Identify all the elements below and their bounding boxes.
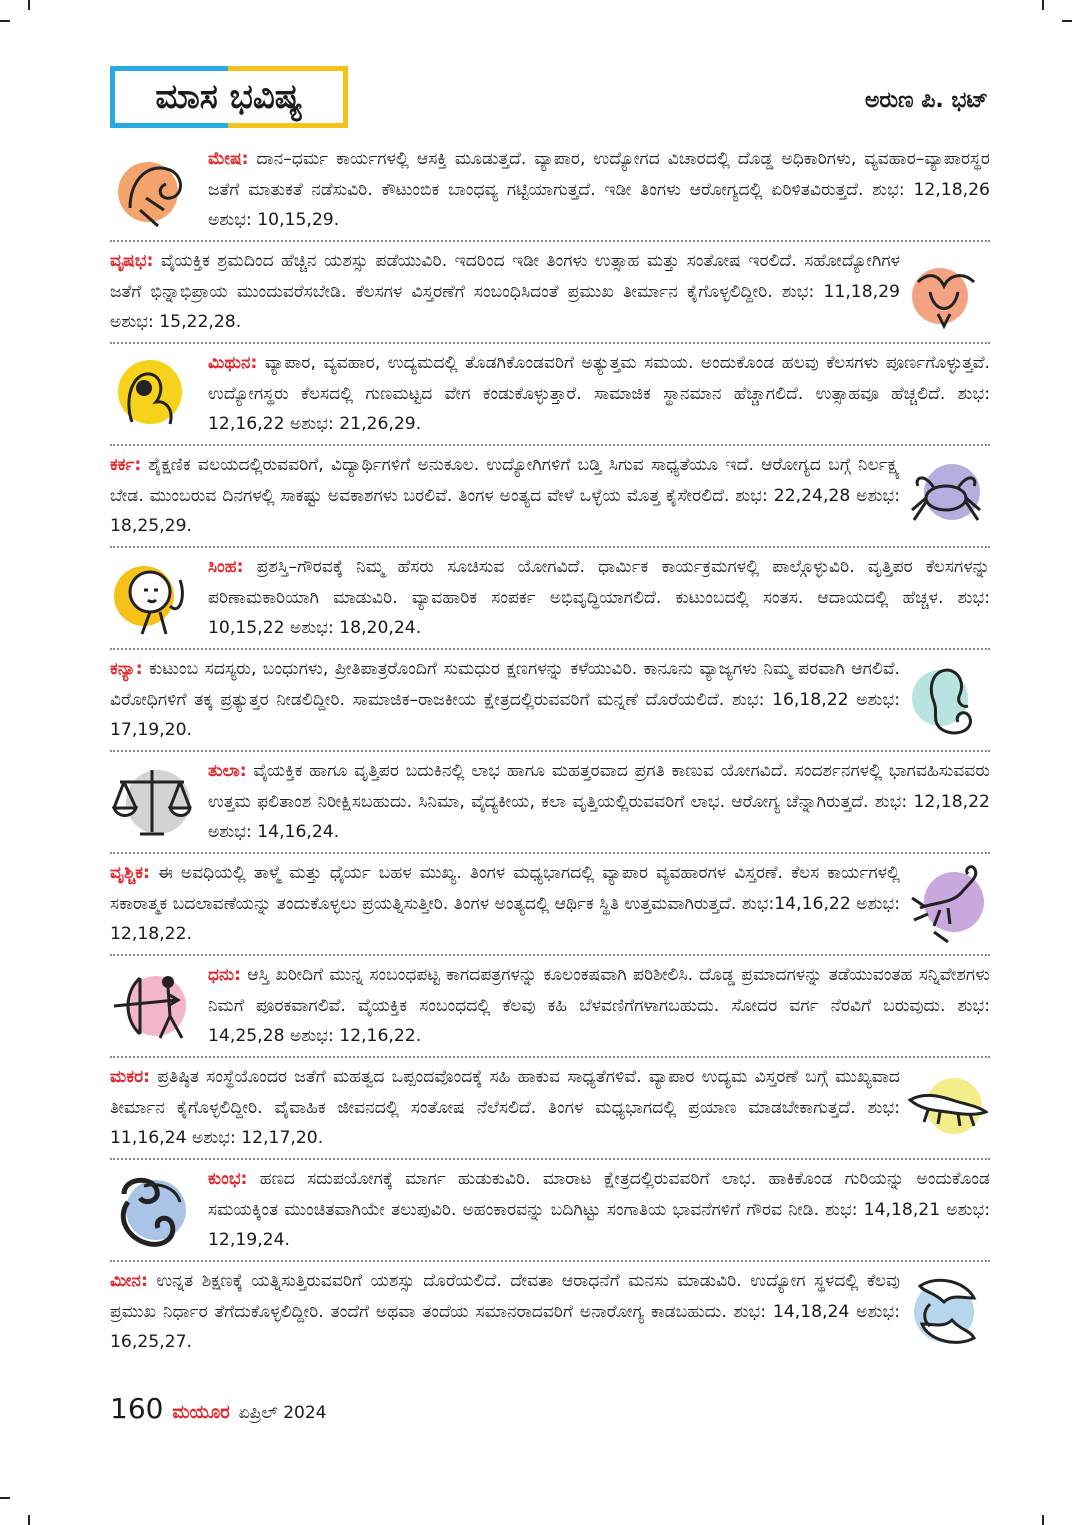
divider [110,1158,990,1160]
divider [110,1056,990,1058]
horoscope-entry-kumbha [208,1164,990,1256]
horoscope-entry-kanya [110,654,900,746]
capricorn-crocodile-icon [904,1066,988,1150]
sign-name: ತುಲಾ: [208,761,247,781]
pisces-fish-icon [904,1268,988,1352]
horoscope-entry-meena [110,1266,900,1358]
sagittarius-archer-icon [110,964,194,1048]
sign-name: ಮೀನ: [110,1271,148,1291]
crop-mark [28,0,30,10]
cancer-crab-icon [904,454,988,538]
crop-mark [0,1497,10,1499]
sign-name: ಮಿಥುನ: [208,353,258,373]
divider [110,1260,990,1262]
prediction-text: ಪ್ರತಿಷ್ಠಿತ ಸಂಸ್ಥೆಯೊಂದರ ಜತೆಗೆ ಮಹತ್ವದ ಒಪ್ಪಂದವೊಂದಕ್ಕೆ ಸಹಿ ಹಾಕುವ ಸಾಧ್ಯತೆಗಳಿವೆ. ವ್ಯಾಪಾರ ಉದ್ಯಮ ವಿಸ್ತರಣೆ ಬಗ್ಗೆ ಮುಖ್ಯವಾದ ತೀರ್ಮಾನ ಕೈಗೊಳ್ಳಲಿದ್ದೀರಿ. ವೈವಾಹಿಕ ಜೀವನದಲ್ಲಿ ಸಂತೋಷ ನೆಲೆಸಲಿದೆ. ತಿಂಗಳ ಮಧ್ಯಭಾಗದಲ್ಲಿ ಪ್ರಯಾಣ ಮಾಡಬೇಕಾಗುತ್ತದೆ. ಶುಭ: 11,16,24 ಅಶುಭ: 12,17,20. [110,1067,901,1148]
sign-name: ಕುಂಭ: [208,1169,248,1189]
crop-mark [1042,1515,1044,1525]
page-title: ಮಾಸ ಭವಿಷ್ಯ [155,77,303,117]
divider [110,444,990,446]
crop-mark [0,20,10,22]
prediction-text: ಶೈಕ್ಷಣಿಕ ವಲಯದಲ್ಲಿರುವವರಿಗೆ, ವಿದ್ಯಾರ್ಥಿಗಳಿಗೆ ಅನುಕೂಲ. ಉದ್ಯೋಗಿಗಳಿಗೆ ಬಡ್ತಿ ಸಿಗುವ ಸಾಧ್ಯತೆಯೂ ಇದೆ. ಆರೋಗ್ಯದ ಬಗ್ಗೆ ನಿರ್ಲಕ್ಷ್ಯ ಬೇಡ. ಮುಂಬರುವ ದಿನಗಳಲ್ಲಿ ಸಾಕಷ್ಟು ಅವಕಾಶಗಳು ಬರಲಿವೆ. ತಿಂಗಳ ಅಂತ್ಯದ ವೇಳೆ ಒಳ್ಳೆಯ ಮೊತ್ತ ಕೈಸೇರಲಿದೆ. ಶುಭ: 22,24,28 ಅಶುಭ: 18,25,29. [110,455,900,536]
sign-name: ಧನು: [208,965,241,985]
horoscope-entry-karka [110,450,900,542]
sign-name: ಸಿಂಹ: [208,557,244,577]
page-footer [110,1392,326,1425]
leo-lion-icon [110,556,194,640]
aries-ram-icon [110,148,194,232]
virgo-maiden-icon [904,658,988,742]
divider [110,648,990,650]
prediction-text: ಈ ಅವಧಿಯಲ್ಲಿ ತಾಳ್ಮೆ ಮತ್ತು ಧೈರ್ಯ ಬಹಳ ಮುಖ್ಯ. ತಿಂಗಳ ಮಧ್ಯಭಾಗದಲ್ಲಿ ವ್ಯಾಪಾರ ವ್ಯವಹಾರಗಳ ವಿಸ್ತರಣೆ. ಕೆಲಸ ಕಾರ್ಯಗಳಲ್ಲಿ ಸಕಾರಾತ್ಮಕ ಬದಲಾವಣೆಯನ್ನು ತಂದುಕೊಳ್ಳಲು ಪ್ರಯತ್ನಿಸುತ್ತೀರಿ. ತಿಂಗಳ ಅಂತ್ಯದಲ್ಲಿ ಆರ್ಥಿಕ ಸ್ಥಿತಿ ಉತ್ತಮವಾಗಿರುತ್ತದೆ. ಶುಭ:14,16,22 ಅಶುಭ: 12,18,22. [110,863,900,944]
horoscope-entry-simha [208,552,990,644]
horoscope-entry-dhanu [208,960,990,1052]
divider [110,852,990,854]
divider [110,750,990,752]
aquarius-pot-icon [110,1168,194,1252]
divider [110,546,990,548]
prediction-text: ವೈಯಕ್ತಿಕ ಹಾಗೂ ವೃತ್ತಿಪರ ಬದುಕಿನಲ್ಲಿ ಲಾಭ ಹಾಗೂ ಮಹತ್ತರವಾದ ಪ್ರಗತಿ ಕಾಣುವ ಯೋಗವಿದೆ. ಸಂದರ್ಶನಗಳಲ್ಲಿ ಭಾಗವಹಿಸುವವರು ಉತ್ತಮ ಫಲಿತಾಂಶ ನಿರೀಕ್ಷಿಸಬಹುದು. ಸಿನಿಮಾ, ವೈದ್ಯಕೀಯ, ಕಲಾ ವೃತ್ತಿಯಲ್ಲಿರುವವರಿಗೆ ಲಾಭ. ಆರೋಗ್ಯ ಚೆನ್ನಾಗಿರುತ್ತದೆ. ಶುಭ: 12,18,22 ಅಶುಭ: 14,16,24. [208,761,991,842]
prediction-text: ಕುಟುಂಬ ಸದಸ್ಯರು, ಬಂಧುಗಳು, ಪ್ರೀತಿಪಾತ್ರರೊಂದಿಗೆ ಸುಮಧುರ ಕ್ಷಣಗಳನ್ನು ಕಳೆಯುವಿರಿ. ಕಾನೂನು ವ್ಯಾಜ್ಯಗಳು ನಿಮ್ಮ ಪರವಾಗಿ ಆಗಲಿವೆ. ವಿರೋಧಿಗಳಿಗೆ ತಕ್ಕ ಪ್ರತ್ಯುತ್ತರ ನೀಡಲಿದ್ದೀರಿ. ಸಾಮಾಜಿಕ–ರಾಜಕೀಯ ಕ್ಷೇತ್ರದಲ್ಲಿರುವವರಿಗೆ ಮನ್ನಣೆ ದೊರೆಯಲಿದೆ. ಶುಭ: 16,18,22 ಅಶುಭ: 17,19,20. [110,659,900,740]
author-name: ಅರುಣ ಪಿ. ಭಟ್ [864,88,988,113]
divider [110,954,990,956]
prediction-text: ಪ್ರಶಸ್ತಿ–ಗೌರವಕ್ಕೆ ನಿಮ್ಮ ಹೆಸರು ಸೂಚಿಸುವ ಯೋಗವಿದೆ. ಧಾರ್ಮಿಕ ಕಾರ್ಯಕ್ರಮಗಳಲ್ಲಿ ಪಾಲ್ಗೊಳ್ಳುವಿರಿ. ವೃತ್ತಿಪರ ಕೆಲಸಗಳನ್ನು ಪರಿಣಾಮಕಾರಿಯಾಗಿ ಮಾಡುವಿರಿ. ವ್ಯಾವಹಾರಿಕ ಸಂಪರ್ಕ ಅಭಿವೃದ್ಧಿಯಾಗಲಿದೆ. ಕುಟುಂಬದಲ್ಲಿ ಸಂತಸ. ಆದಾಯದಲ್ಲಿ ಹೆಚ್ಚಳ. ಶುಭ: 10,15,22 ಅಶುಭ: 18,20,24. [208,557,990,638]
prediction-text: ದಾನ–ಧರ್ಮ ಕಾರ್ಯಗಳಲ್ಲಿ ಆಸಕ್ತಿ ಮೂಡುತ್ತದೆ. ವ್ಯಾಪಾರ, ಉದ್ಯೋಗದ ವಿಚಾರದಲ್ಲಿ ದೊಡ್ಡ ಅಧಿಕಾರಿಗಳು, ವ್ಯವಹಾರ–ವ್ಯಾಪಾರಸ್ಥರ ಜತೆಗೆ ಮಾತುಕತೆ ನಡೆಸುವಿರಿ. ಕೌಟುಂಬಿಕ ಬಾಂಧವ್ಯ ಗಟ್ಟಿಯಾಗುತ್ತದೆ. ಇಡೀ ತಿಂಗಳು ಆರೋಗ್ಯದಲ್ಲಿ ಏರಿಳಿತವಿರುತ್ತದೆ. ಶುಭ: 12,18,26 ಅಶುಭ: 10,15,29. [208,149,991,230]
taurus-bull-icon [904,252,988,336]
horoscope-entry-mesha [208,144,990,236]
scorpio-scorpion-icon [904,862,988,946]
prediction-text: ವ್ಯಾಪಾರ, ವ್ಯವಹಾರ, ಉದ್ಯಮದಲ್ಲಿ ತೊಡಗಿಕೊಂಡವರಿಗೆ ಅತ್ಯುತ್ತಮ ಸಮಯ. ಅಂದುಕೊಂಡ ಹಲವು ಕೆಲಸಗಳು ಪೂರ್ಣಗೊಳ್ಳುತ್ತವೆ. ಉದ್ಯೋಗಸ್ಥರು ಕೆಲಸದಲ್ಲಿ ಗುಣಮಟ್ಟದ ವೇಗ ಕಂಡುಕೊಳ್ಳುತ್ತಾರೆ. ಸಾಮಾಜಿಕ ಸ್ಥಾನಮಾನ ಹೆಚ್ಚಾಗಲಿದೆ. ಉತ್ಸಾಹವೂ ಹೆಚ್ಚಲಿದೆ. ಶುಭ: 12,16,22 ಅಶುಭ: 21,26,29. [208,353,990,434]
sign-name: ಮಕರ: [110,1067,151,1087]
horoscope-entry-mithuna [208,348,990,440]
gemini-twins-icon [110,352,194,436]
sign-name: ಕನ್ಯಾ: [110,659,143,679]
prediction-text: ಹಣದ ಸದುಪಯೋಗಕ್ಕೆ ಮಾರ್ಗ ಹುಡುಕುವಿರಿ. ಮಾರಾಟ ಕ್ಷೇತ್ರದಲ್ಲಿರುವವರಿಗೆ ಲಾಭ. ಹಾಕಿಕೊಂಡ ಗುರಿಯನ್ನು ಅಂದುಕೊಂಡ ಸಮಯಕ್ಕಿಂತ ಮುಂಚಿತವಾಗಿಯೇ ತಲುಪುವಿರಿ. ಅಹಂಕಾರವನ್ನು ಬದಿಗಿಟ್ಟು ಸಂಗಾತಿಯ ಭಾವನೆಗಳಿಗೆ ಗೌರವ ನೀಡಿ. ಶುಭ: 14,18,21 ಅಶುಭ: 12,19,24. [208,1169,990,1250]
prediction-text: ಉನ್ನತ ಶಿಕ್ಷಣಕ್ಕೆ ಯತ್ನಿಸುತ್ತಿರುವವರಿಗೆ ಯಶಸ್ಸು ದೊರೆಯಲಿದೆ. ದೇವತಾ ಆರಾಧನೆಗೆ ಮನಸು ಮಾಡುವಿರಿ. ಉದ್ಯೋಗ ಸ್ಥಳದಲ್ಲಿ ಕೆಲವು ಪ್ರಮುಖ ನಿರ್ಧಾರ ತೆಗೆದುಕೊಳ್ಳಲಿದ್ದೀರಿ. ತಂದೆಗೆ ಅಥವಾ ತಂದೆಯ ಸಮಾನರಾದವರಿಗೆ ಅನಾರೋಗ್ಯ ಕಾಡಬಹುದು. ಶುಭ: 14,18,24 ಅಶುಭ: 16,25,27. [110,1271,900,1352]
prediction-text: ವೈಯಕ್ತಿಕ ಶ್ರಮದಿಂದ ಹೆಚ್ಚಿನ ಯಶಸ್ಸು ಪಡೆಯುವಿರಿ. ಇದರಿಂದ ಇಡೀ ತಿಂಗಳು ಉತ್ಸಾಹ ಮತ್ತು ಸಂತೋಷ ಇರಲಿದೆ. ಸಹೋದ್ಯೋಗಿಗಳ ಜತೆಗೆ ಭಿನ್ನಾಭಿಪ್ರಾಯ ಮುಂದುವರೆಸಬೇಡಿ. ಕೆಲಸಗಳ ವಿಸ್ತರಣೆಗೆ ಸಂಬಂಧಿಸಿದಂತೆ ಪ್ರಮುಖ ತೀರ್ಮಾನ ಕೈಗೊಳ್ಳಲಿದ್ದೀರಿ. ಶುಭ: 11,18,29 ಅಶುಭ: 15,22,28. [110,251,900,332]
sign-name: ವೃಷಭ: [110,251,154,271]
horoscope-entry-tula [208,756,990,848]
horoscope-entry-vrischika [110,858,900,950]
issue-date: ಏಪ್ರಿಲ್ 2024 [238,1403,327,1423]
sign-name: ವೃಶ್ಚಿಕ: [110,863,150,883]
libra-scales-icon [110,760,194,844]
crop-mark [1062,20,1072,22]
horoscope-entry-makara [110,1062,900,1154]
crop-mark [1042,0,1044,10]
page-title-box [110,66,348,128]
sign-name: ಮೇಷ: [208,149,249,169]
divider [110,342,990,344]
horoscope-entry-vrishabha [110,246,900,338]
sign-name: ಕರ್ಕ: [110,455,142,475]
magazine-name: ಮಯೂರ [172,1402,230,1423]
crop-mark [28,1515,30,1525]
divider [110,240,990,242]
prediction-text: ಆಸ್ತಿ ಖರೀದಿಗೆ ಮುನ್ನ ಸಂಬಂಧಪಟ್ಟ ಕಾಗದಪತ್ರಗಳನ್ನು ಕೂಲಂಕಷವಾಗಿ ಪರಿಶೀಲಿಸಿ. ದೊಡ್ಡ ಪ್ರಮಾದಗಳನ್ನು ತಡೆಯುವಂತಹ ಸನ್ನಿವೇಶಗಳು ನಿಮಗೆ ಪೂರಕವಾಗಲಿವೆ. ವೈಯಕ್ತಿಕ ಸಂಬಂಧದಲ್ಲಿ ಕೆಲವು ಕಹಿ ಬೆಳವಣಿಗೆಗಳಾಗಬಹುದು. ಸೋದರ ವರ್ಗ ನೆರವಿಗೆ ಬರುವುದು. ಶುಭ: 14,25,28 ಅಶುಭ: 12,16,22. [208,965,990,1046]
page-number: 160 [110,1392,164,1425]
